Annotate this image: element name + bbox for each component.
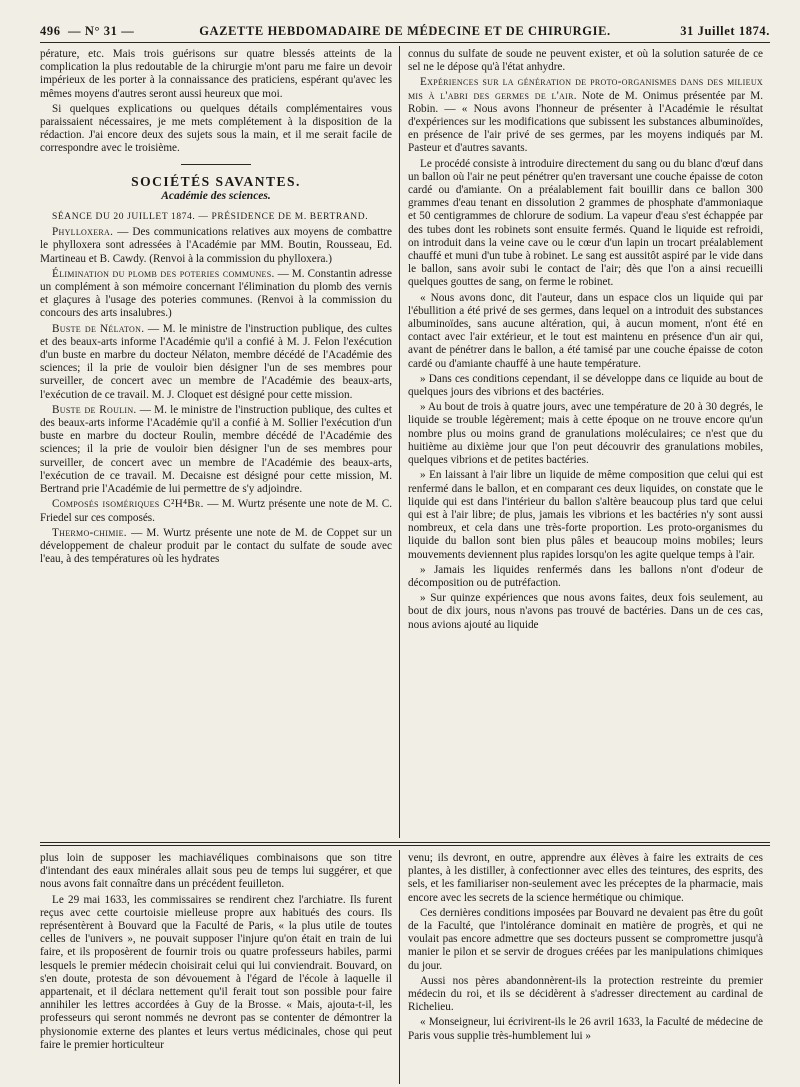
journal-title: GAZETTE HEBDOMADAIRE DE MÉDECINE ET DE CHIRURGIE. <box>199 24 611 38</box>
item-body: — Des communications relatives aux moyens de combattre le phylloxera sont adressées à l'Académie par MM. Boutin, Rousseau, Ed. Martineau et B. Cawdy. (Renvoi à la commission du phylloxera.) <box>40 226 392 265</box>
article-paragraph: Le procédé consiste à introduire directement du sang ou du blanc d'œuf dans un ballon où l'air ne peut pénétrer qu'en traversant une couche épaisse de coton cardé ou d'amiante. On a préalablement fait bouillir dans ce ballon 300 grammes d'eau tenant en dissolution 2 grammes de phosphate d'ammoniaque et 50 centigrammes de chlorure de sodium. La vapeur d'eau s'est échappée par des tubes dont les robinets sont ensuite fermés. Quand le liquide est refroidi, on introduit dans la veine cave ou le cœur d'un lapin un trocart préalablement chauffé et muni d'un tube à robinet. Le sang est aussitôt aspiré par le vide dans le ballon, sans avoir subi le contact de l'air; dès que l'on a ainsi recueilli quelques gouttes de sang, on ferme le robinet. <box>408 157 763 289</box>
feuilleton-right-column <box>408 852 763 1084</box>
article-paragraph: connus du sulfate de soude ne peuvent exister, et où la solution saturée de ce sel ne le dépose qu'à l'état anhydre. <box>408 48 763 74</box>
article-paragraph: » Dans ces conditions cependant, il se développe dans ce liquide au bout de quelques jours des vibrions et des bactéries. <box>408 372 763 399</box>
article-paragraph: « Nous avons donc, dit l'auteur, dans un espace clos un liquide qui par l'ébullition a été privé de ses germes, dans lequel on a introduit des substances albuminoïdes, sans aucune altération, qui, à aucun moment, n'ont été en contact avec l'air extérieur, et le tout est maintenu en présence d'un air qui, avant de pénétrer dans le ballon, a été tamisé par une couche épaisse de coton cardé ou d'amiante chauffé à une haute température. <box>408 291 763 370</box>
page-header <box>40 22 770 42</box>
item-lead: Phylloxera. <box>52 226 114 239</box>
right-column <box>408 48 763 838</box>
item-lead: Thermo-chimie. <box>52 526 127 539</box>
report-item <box>40 226 392 266</box>
report-item <box>40 498 392 524</box>
feuilleton-paragraph: « Monseigneur, lui écrivirent-ils le 26 avril 1633, la Faculté de médecine de Paris vous supplie très-humblement lui » <box>408 1016 763 1042</box>
seance-line: SÉANCE DU 20 JUILLET 1874. — PRÉSIDENCE DE M. BERTRAND. <box>52 212 369 223</box>
article-paragraph: » Au bout de trois à quatre jours, avec une température de 20 à 30 degrés, le liquide se trouble légèrement; mais à cette époque on ne trouve encore qu'un nombre plus ou moins grand de granulations moléculaires; ce n'est que du huitième au dixième jour que l'on peut découvrir des granulations mobiles, quelques vibrions et de petites bactéries. <box>408 401 763 467</box>
item-body: — M. le ministre de l'instruction publique, des cultes et des beaux-arts informe l'Académie qu'il a confié à M. Sollier l'exécution d'un buste en marbre du docteur Roulin, membre décédé de l'Académie des sciences; il la prie de vouloir bien désigner l'un de ses membres pour surveiller, de concert avec un membre de l'Académie des beaux-arts, l'exécution de ce travail. M. Decaisne est désigné pour cette mission, M. Bertrand prie l'Académie de lui permettre de s'y adjoindre. <box>40 403 392 496</box>
feuilleton-paragraph: Ces dernières conditions imposées par Bouvard ne devaient pas être du goût de la Faculté, que l'intolérance dominait en matière de progrès, et qui ne voulait pas encore admettre que ses docteurs pussent se compromettre jusqu'à manier le pilon et se servir de drogues créées par les manipulations chimiques du jour. <box>408 906 763 972</box>
report-item <box>408 76 763 155</box>
article-paragraph: pérature, etc. Mais trois guérisons sur quatre blessés atteints de la complication la plus redoutable de la chirurgie m'ont paru me faire un devoir impérieux de les porter à la connaissance des praticiens, espérant qu'avec les mêmes moyens d'autres seront aussi heureux que moi. <box>40 48 392 100</box>
section-title: SOCIÉTÉS SAVANTES. <box>131 173 301 189</box>
item-body: — M. Constantin adresse un complément à son mémoire concernant l'élimination du plomb des vernis et glaçures à l'usage des poteries communes. (Renvoi à la commission du concours des arts insalubres.) <box>40 267 392 320</box>
issue-date: 31 Juillet 1874. <box>680 24 770 38</box>
feuilleton-paragraph: venu; ils devront, en outre, apprendre aux élèves à faire les extraits de ces plantes, à les distiller, à confectionner avec elles des teintures, des esprits, des sels, et les familiariser non-seulement avec les préceptes de la pharmacie, mais encore avec les secrets de la science hermétique ou chimique. <box>408 852 763 904</box>
separator <box>181 164 251 165</box>
report-item <box>40 323 392 402</box>
article-paragraph: Si quelques explications ou quelques détails complémentaires vous paraissaient nécessaires, je me mets complétement à la disposition de la rédaction. J'ai encore deux des sujets sous la main, et il me serait facile de correspondre avec le troisième. <box>40 102 392 155</box>
item-lead: Élimination du plomb des poteries communes. <box>52 267 275 280</box>
section-subtitle: Académie des sciences. <box>161 189 271 202</box>
issue-number: — N° 31 — <box>68 24 135 38</box>
left-column <box>40 48 392 838</box>
feuilleton-rule <box>40 845 770 846</box>
item-lead: Composés isomériques C²H⁴Br. <box>52 498 204 511</box>
item-body: Note de M. Onimus présentée par M. Robin. — « Nous avons l'honneur de présenter à l'Académie le résultat d'expériences sur les modifications que subissent les substances albuminoïdes, en présence de l'air privé de ses germes, par les moyens indiqués par M. Pasteur et d'autres savants. <box>408 89 763 155</box>
feuilleton-divider <box>399 850 400 1084</box>
feuilleton-paragraph: plus loin de supposer les machiavéliques combinaisons que son titre d'intendant des eaux minérales allait sous peu de temps lui suggérer, et que nous avons fait connaître dans un précédent feuilleton. <box>40 852 392 891</box>
report-item <box>40 404 392 496</box>
feuilleton-paragraph: Le 29 mai 1633, les commissaires se rendirent chez l'archiatre. Ils furent reçus avec cette courtoisie mielleuse propre aux habitués des cours. Ils représentèrent à Bouvard que la Faculté de Paris, « la plus utile de toutes celles de l'univers », ne pouvait supposer l'injure qu'on était en train de lui faire, et ils proposèrent de fournir trois ou quatre professeurs habiles, parmi lesquels le premier médecin choisirait celui qui lui conviendrait. Bouvard, on s'en doute, protesta de son dévouement à l'égard de l'école à laquelle il appartenait, et il déclara nettement qu'il ferait tout son possible pour faire annihiler les lettres accordées à Guy de la Brosse. « Mais, ajouta-t-il, les professeurs qui seront nommés ne devront pas se contenter de démontrer la physionomie externe des plantes et leurs vertus médicinales, chose qui peut faire le premier horticulteur <box>40 893 392 1051</box>
feuilleton-left-column <box>40 852 392 1084</box>
item-lead: Expériences sur la génération de proto-organismes dans des milieux mis à l'abri des germes de l'air. <box>408 76 763 102</box>
item-body: — M. Wurtz présente une note de M. C. Friedel sur ces composés. <box>40 498 392 524</box>
article-paragraph: » En laissant à l'air libre un liquide de même composition que celui qui est renfermé dans le ballon, et en comparant ces deux liquides, on constate que le liquide qui est dans l'intérieur du ballon s'altère beaucoup plus tard que celui qui est à l'air libre; de plus, jamais les vibrions et les bactéries n'y sont aussi nombreux, et cela dans une très-forte proportion. Les proto-organismes du liquide du ballon sont bien plus pâles et beaucoup moins mobiles; leurs mouvements deviennent plus rapides lorsqu'on les agite quelque temps à l'air. <box>408 469 763 561</box>
header-rule <box>40 42 770 43</box>
report-item <box>40 527 392 567</box>
report-item <box>40 268 392 321</box>
feuilleton-rule <box>40 842 770 843</box>
feuilleton-paragraph: Aussi nos pères abandonnèrent-ils la protection restreinte du premier médecin du roi, et ils se décidèrent à s'adresser directement au cardinal de Richelieu. <box>408 974 763 1014</box>
article-paragraph: » Sur quinze expériences que nous avons faites, deux fois seulement, au bout de dix jours, nous n'avons pas trouvé de bactéries. Dans un de ces cas, nous avions ajouté au liquide <box>408 592 763 631</box>
page-number: 496 <box>40 24 61 38</box>
article-paragraph: » Jamais les liquides renfermés dans les ballons n'ont d'odeur de décomposition ou de putréfaction. <box>408 563 763 589</box>
item-body: — M. le ministre de l'instruction publique, des cultes et des beaux-arts informe l'Académie qu'il a confié à M. J. Felon l'exécution d'un buste en marbre du docteur Nélaton, membre décédé de l'Académie des sciences; il la prie de vouloir bien désigner l'un de ses membres pour surveiller, de concert avec un membre de l'Académie des beaux-arts, l'exécution de ce travail. M. J. Cloquet est désigné pour cette mission. <box>40 322 392 401</box>
item-lead: Buste de Roulin. <box>52 403 137 416</box>
item-lead: Buste de Nélaton. <box>52 322 145 335</box>
column-divider <box>399 46 400 838</box>
item-body: — M. Wurtz présente une note de M. de Coppet sur un développement de chaleur produit par le contact du sulfate de soude avec l'eau, à des températures où les hydrates <box>40 526 392 566</box>
